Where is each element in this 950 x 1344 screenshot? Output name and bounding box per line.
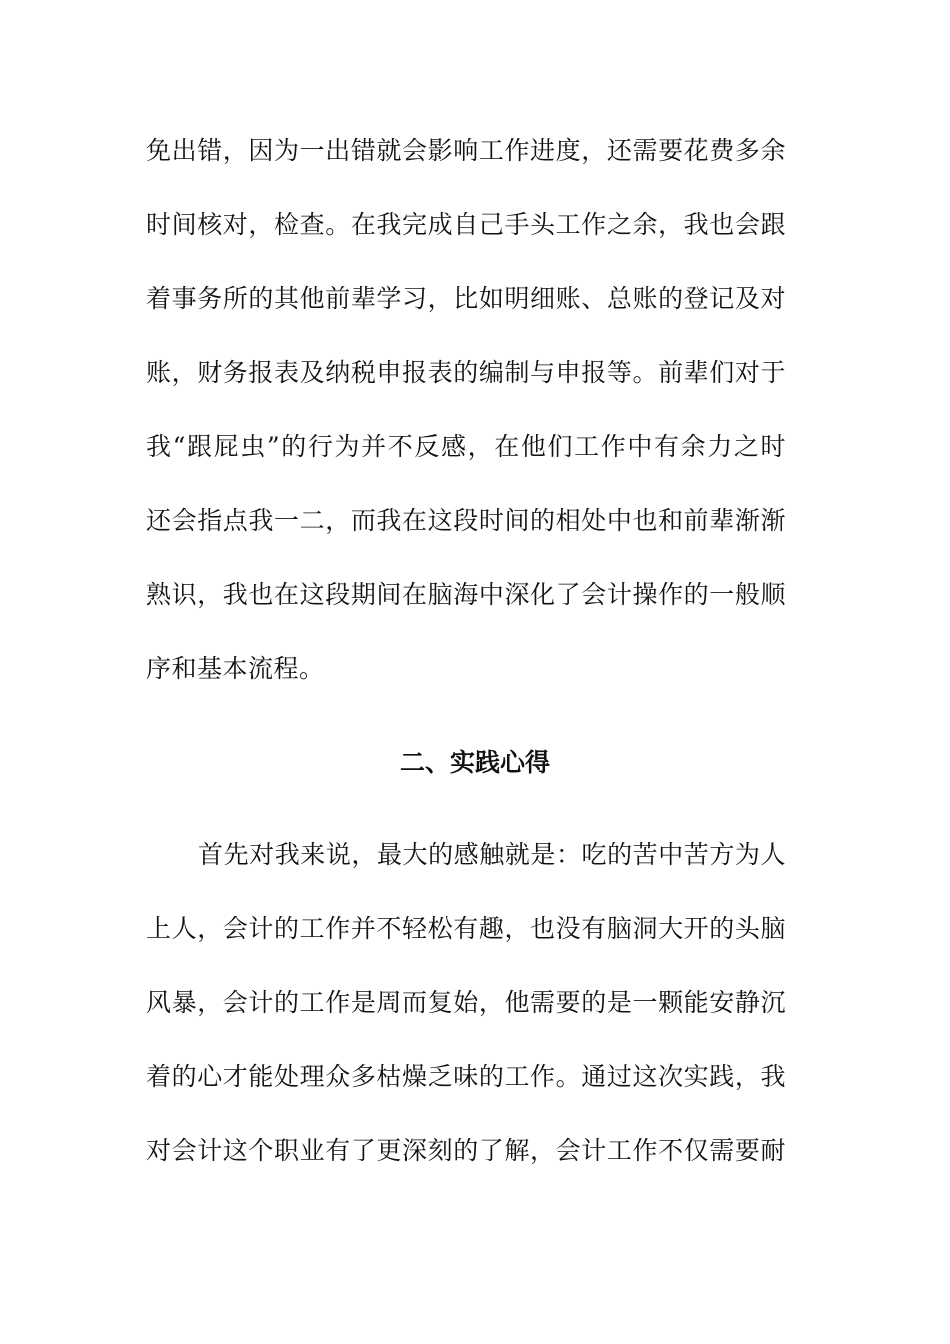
paragraph-first-line: 首先对我来说，最大的感触就是：吃的苦中苦方为人 <box>198 840 786 869</box>
paragraph-line: 风暴，会计的工作是周而复始，他需要的是一颗能安静沉 <box>146 988 786 1017</box>
paragraph-line: 着的心才能处理众多枯燥乏味的工作。通过这次实践，我 <box>146 1062 786 1091</box>
paragraph-line: 时间核对，检查。在我完成自己手头工作之余，我也会跟 <box>146 210 786 239</box>
paragraph-line: 还会指点我一二，而我在这段时间的相处中也和前辈渐渐 <box>146 506 786 535</box>
paragraph-line: 着事务所的其他前辈学习，比如明细账、总账的登记及对 <box>146 284 786 313</box>
paragraph-line: 我“跟屁虫”的行为并不反感，在他们工作中有余力之时 <box>146 432 786 461</box>
section-heading: 二、实践心得 <box>399 748 550 777</box>
paragraph-line: 熟识，我也在这段期间在脑海中深化了会计操作的一般顺 <box>146 580 786 609</box>
paragraph-line: 免出错，因为一出错就会影响工作进度，还需要花费多余 <box>146 136 786 165</box>
paragraph-line: 上人，会计的工作并不轻松有趣，也没有脑洞大开的头脑 <box>146 914 786 943</box>
paragraph-line: 账，财务报表及纳税申报表的编制与申报等。前辈们对于 <box>146 358 786 387</box>
paragraph-line: 序和基本流程。 <box>146 654 325 683</box>
paragraph-line: 对会计这个职业有了更深刻的了解，会计工作不仅需要耐 <box>146 1136 786 1165</box>
